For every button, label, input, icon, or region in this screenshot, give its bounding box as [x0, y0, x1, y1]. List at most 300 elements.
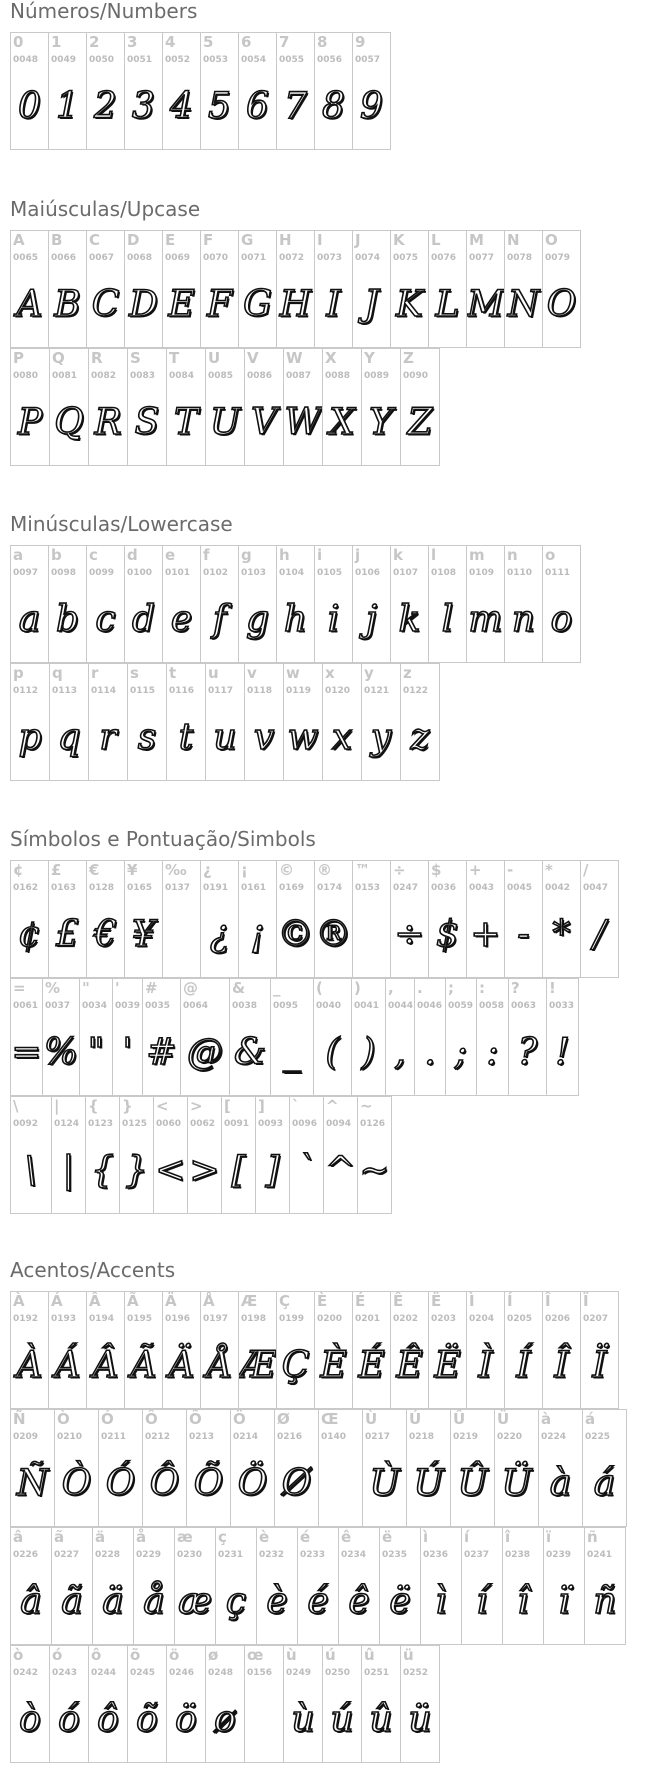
glyph-character-label: ( [316, 979, 323, 997]
glyph-character-label: ™ [355, 861, 370, 879]
glyph-character-label: â [13, 1528, 24, 1546]
section-title: Acentos/Accents [10, 1258, 176, 1282]
glyph-preview: k [398, 599, 421, 640]
glyph-cell [466, 860, 505, 978]
glyph-preview: ò [19, 1699, 41, 1740]
glyph-character-label: W [286, 349, 303, 367]
glyph-character-label: Å [203, 1292, 215, 1310]
glyph-cell [166, 348, 206, 466]
glyph-preview: Z [407, 402, 433, 443]
glyph-character-label: I [317, 231, 323, 249]
glyph-code-label: 0073 [317, 253, 343, 263]
glyph-preview: V [251, 402, 277, 443]
glyph-cell [543, 1527, 585, 1645]
glyph-code-label: 0095 [273, 1001, 299, 1011]
glyph-cell [162, 1291, 201, 1409]
glyph-code-label: 0072 [279, 253, 305, 263]
glyph-code-label: 0245 [130, 1668, 156, 1678]
glyph-preview: È [320, 1345, 347, 1386]
glyph-preview: n [511, 599, 536, 640]
glyph-cell [98, 1409, 143, 1527]
glyph-code-label: 0096 [292, 1119, 318, 1129]
glyph-character-label: Ú [409, 1410, 422, 1428]
glyph-cell [276, 230, 315, 348]
glyph-cell [244, 348, 284, 466]
glyph-code-label: 0081 [52, 371, 78, 381]
glyph-code-label: 0162 [13, 883, 39, 893]
section-title: Números/Numbers [10, 0, 198, 23]
glyph-cell [445, 978, 477, 1096]
glyph-cell [124, 545, 163, 663]
glyph-cell [51, 1527, 93, 1645]
glyph-character-label: 7 [279, 33, 290, 51]
glyph-code-label: 0078 [507, 253, 533, 263]
glyph-preview: è [266, 1581, 288, 1622]
glyph-cell [49, 663, 89, 781]
glyph-code-label: 0105 [317, 568, 343, 578]
glyph-preview: ú [330, 1699, 354, 1740]
glyph-character-label: ¡ [241, 861, 248, 879]
glyph-character-label: N [507, 231, 520, 249]
glyph-code-label: 0238 [505, 1550, 531, 1560]
glyph-code-label: 0125 [122, 1119, 148, 1129]
glyph-cell [542, 545, 581, 663]
glyph-character-label: _ [273, 979, 281, 997]
glyph-code-label: 0071 [241, 253, 267, 263]
glyph-code-label: 0097 [13, 568, 39, 578]
glyph-character-label: i [317, 546, 323, 564]
glyph-preview: m [468, 599, 503, 640]
glyph-preview: å [143, 1581, 165, 1622]
glyph-cell [88, 663, 128, 781]
glyph-character-label: V [247, 349, 259, 367]
glyph-preview: £ [56, 914, 79, 955]
glyph-preview: Ç [281, 1345, 310, 1386]
glyph-character-label: Ñ [13, 1410, 26, 1428]
glyph-preview: ] [265, 1150, 280, 1191]
glyph-character-label: a [13, 546, 24, 564]
glyph-character-label: Ï [583, 1292, 589, 1310]
glyph-character-label: C [89, 231, 101, 249]
glyph-character-label: ` [292, 1097, 300, 1115]
glyph-preview: X [329, 402, 355, 443]
glyph-preview: 9 [360, 86, 383, 127]
glyph-code-label: 0062 [190, 1119, 216, 1129]
glyph-cell [270, 978, 314, 1096]
glyph-cell [314, 860, 353, 978]
glyph-preview: Û [457, 1463, 488, 1504]
glyph-code-label: 0201 [355, 1314, 381, 1324]
glyph-code-label: 0242 [13, 1668, 39, 1678]
glyph-character-label: } [122, 1097, 133, 1115]
glyph-preview [163, 905, 200, 965]
glyph-code-label: 0225 [585, 1432, 611, 1442]
glyph-character-label: x [325, 664, 335, 682]
glyph-cell [205, 663, 245, 781]
glyph-code-label: 0213 [189, 1432, 215, 1442]
glyph-character-label: f [203, 546, 210, 564]
glyph-code-label: 0235 [382, 1550, 408, 1560]
glyph-character-label: œ [247, 1646, 264, 1664]
glyph-preview: , [394, 1032, 406, 1073]
glyph-cell [124, 32, 163, 150]
glyph-preview: H [279, 284, 312, 325]
glyph-code-label: 0074 [355, 253, 381, 263]
glyph-character-label: = [13, 979, 26, 997]
glyph-character-label: q [52, 664, 63, 682]
glyph-code-label: 0088 [325, 371, 351, 381]
glyph-code-label: 0086 [247, 371, 273, 381]
glyph-cell [255, 1096, 290, 1214]
glyph-cell [85, 1096, 120, 1214]
glyph-character-label: ì [423, 1528, 429, 1546]
glyph-preview: P [17, 402, 43, 443]
glyph-character-label: D [127, 231, 140, 249]
glyph-preview: ü [408, 1699, 432, 1740]
glyph-code-label: 0237 [464, 1550, 490, 1560]
glyph-cell [352, 32, 391, 150]
glyph-cell [200, 230, 239, 348]
glyph-cell [10, 230, 49, 348]
glyph-cell [42, 978, 80, 1096]
glyph-character-label: © [279, 861, 294, 879]
glyph-code-label: 0137 [165, 883, 191, 893]
glyph-preview: í [476, 1581, 488, 1622]
glyph-cell [48, 545, 87, 663]
glyph-character-label: ù [286, 1646, 297, 1664]
glyph-cell [414, 978, 446, 1096]
glyph-cell [580, 1291, 619, 1409]
glyph-code-label: 0098 [51, 568, 77, 578]
glyph-cell [166, 1645, 206, 1763]
glyph-cell [229, 978, 271, 1096]
glyph-cell [538, 1409, 583, 1527]
glyph-cell [542, 1291, 581, 1409]
glyph-code-label: 0043 [469, 883, 495, 893]
glyph-cell [174, 1527, 216, 1645]
glyph-code-label: 0059 [448, 1001, 474, 1011]
glyph-character-label: Ò [57, 1410, 70, 1428]
glyph-cell [352, 230, 391, 348]
glyph-cell [466, 230, 505, 348]
glyph-cell [428, 860, 467, 978]
glyph-code-label: 0197 [203, 1314, 229, 1324]
glyph-preview: ¢ [18, 914, 41, 955]
glyph-character-label: ô [91, 1646, 102, 1664]
glyph-preview: * [552, 914, 571, 955]
glyph-preview: ø [214, 1699, 236, 1740]
glyph-code-label: 0046 [417, 1001, 443, 1011]
glyph-preview: ä [102, 1581, 124, 1622]
glyph-preview: h [283, 599, 308, 640]
glyph-cell [186, 1409, 231, 1527]
glyph-character-label: ò [13, 1646, 24, 1664]
glyph-code-label: 0082 [91, 371, 117, 381]
glyph-cell [504, 1291, 543, 1409]
glyph-preview: U [209, 402, 241, 443]
glyph-character-label: . [417, 979, 423, 997]
glyph-character-label: 9 [355, 33, 366, 51]
glyph-code-label: 0124 [54, 1119, 80, 1129]
glyph-row [10, 860, 618, 978]
glyph-cell [88, 1645, 128, 1763]
glyph-preview: @ [187, 1032, 223, 1073]
glyph-character-label: k [393, 546, 403, 564]
glyph-preview: ÷ [394, 914, 425, 955]
glyph-code-label: 0243 [52, 1668, 78, 1678]
glyph-character-label: Ö [233, 1410, 246, 1428]
glyph-code-label: 0153 [355, 883, 381, 893]
glyph-cell [318, 1409, 363, 1527]
glyph-row [10, 663, 439, 781]
glyph-preview: [ [231, 1150, 246, 1191]
glyph-row [10, 1291, 618, 1409]
glyph-preview: Ä [168, 1345, 195, 1386]
glyph-cell [390, 1291, 429, 1409]
glyph-cell [48, 230, 87, 348]
glyph-cell [162, 860, 201, 978]
glyph-cell [400, 1645, 440, 1763]
glyph-code-label: 0227 [54, 1550, 80, 1560]
glyph-code-label: 0229 [136, 1550, 162, 1560]
glyph-cell [390, 545, 429, 663]
glyph-preview: 3 [132, 86, 155, 127]
section-title: Maiúsculas/Upcase [10, 197, 201, 221]
glyph-code-label: 0050 [89, 55, 115, 65]
glyph-preview: < [155, 1150, 186, 1191]
glyph-character-label: Ù [365, 1410, 378, 1428]
glyph-preview: q [57, 717, 81, 758]
glyph-character-label: B [51, 231, 63, 249]
glyph-preview: f [212, 599, 227, 640]
glyph-preview: Ö [237, 1463, 268, 1504]
glyph-character-label: € [89, 861, 100, 879]
glyph-code-label: 0038 [232, 1001, 258, 1011]
glyph-cell [406, 1409, 451, 1527]
glyph-code-label: 0192 [13, 1314, 39, 1324]
glyph-row [10, 230, 580, 348]
glyph-preview: à [549, 1463, 572, 1504]
glyph-code-label: 0083 [130, 371, 156, 381]
glyph-code-label: 0234 [341, 1550, 367, 1560]
glyph-preview: z [410, 717, 430, 758]
glyph-code-label: 0070 [203, 253, 229, 263]
glyph-cell [283, 348, 323, 466]
glyph-preview: Ù [369, 1463, 400, 1504]
glyph-preview: } [125, 1150, 148, 1191]
glyph-code-label: 0119 [286, 686, 312, 696]
glyph-code-label: 0205 [507, 1314, 533, 1324]
glyph-character-label: 1 [51, 33, 62, 51]
glyph-character-label: y [364, 664, 374, 682]
glyph-code-label: 0219 [453, 1432, 479, 1442]
glyph-preview: Á [54, 1345, 81, 1386]
glyph-preview: T [173, 402, 198, 443]
glyph-cell [297, 1527, 339, 1645]
glyph-preview: 8 [322, 86, 345, 127]
glyph-cell [314, 32, 353, 150]
glyph-preview: K [396, 284, 423, 325]
glyph-character-label: í [464, 1528, 470, 1546]
glyph-code-label: 0058 [479, 1001, 505, 1011]
glyph-code-label: 0069 [165, 253, 191, 263]
glyph-cell [166, 663, 206, 781]
glyph-character-label: ã [54, 1528, 65, 1546]
glyph-preview: { [91, 1150, 114, 1191]
glyph-preview: Ø [281, 1463, 312, 1504]
glyph-code-label: 0111 [545, 568, 571, 578]
glyph-preview: Ó [105, 1463, 136, 1504]
glyph-code-label: 0250 [325, 1668, 351, 1678]
glyph-code-label: 0066 [51, 253, 77, 263]
glyph-cell [466, 545, 505, 663]
glyph-code-label: 0089 [364, 371, 390, 381]
glyph-preview: F [207, 284, 232, 325]
glyph-preview: Q [54, 402, 84, 443]
glyph-code-label: 0067 [89, 253, 115, 263]
glyph-cell [124, 230, 163, 348]
section-accents [10, 1259, 661, 1763]
glyph-character-label: ä [95, 1528, 106, 1546]
glyph-character-label: à [541, 1410, 552, 1428]
glyph-code-label: 0041 [354, 1001, 380, 1011]
glyph-code-label: 0056 [317, 55, 343, 65]
glyph-preview: ï [558, 1581, 570, 1622]
glyph-character-label: o [545, 546, 556, 564]
glyph-code-label: 0060 [156, 1119, 182, 1129]
section-lowercase [10, 513, 661, 781]
glyph-preview: ç [225, 1581, 247, 1622]
glyph-character-label: > [190, 1097, 203, 1115]
glyph-code-label: 0191 [203, 883, 229, 893]
glyph-code-label: 0042 [545, 883, 571, 893]
glyph-preview: w [287, 717, 319, 758]
glyph-cell [400, 663, 440, 781]
glyph-character-label: % [45, 979, 61, 997]
glyph-code-label: 0233 [300, 1550, 326, 1560]
glyph-cell [428, 230, 467, 348]
glyph-preview: Ë [434, 1345, 461, 1386]
glyph-character-label: 8 [317, 33, 328, 51]
glyph-cell [200, 32, 239, 150]
glyph-preview: v [253, 717, 275, 758]
glyph-preview: ó [58, 1699, 80, 1740]
glyph-code-label: 0195 [127, 1314, 153, 1324]
glyph-preview: ã [61, 1581, 83, 1622]
glyph-character-label: 4 [165, 33, 176, 51]
glyph-preview: I [326, 284, 341, 325]
glyph-character-label: U [208, 349, 221, 367]
glyph-cell [88, 348, 128, 466]
glyph-character-label: d [127, 546, 138, 564]
glyph-preview: ® [315, 914, 352, 955]
glyph-code-label: 0045 [507, 883, 533, 893]
glyph-code-label: 0035 [145, 1001, 171, 1011]
glyph-preview: S [134, 402, 160, 443]
glyph-preview: / [593, 914, 606, 955]
glyph-preview: Ô [149, 1463, 180, 1504]
glyph-code-label: 0212 [145, 1432, 171, 1442]
glyph-cell [546, 978, 579, 1096]
glyph-code-label: 0118 [247, 686, 273, 696]
glyph-cell [215, 1527, 257, 1645]
glyph-cell [238, 1291, 277, 1409]
glyph-preview: ) [361, 1032, 376, 1073]
glyph-preview: A [16, 284, 43, 325]
glyph-code-label: 0085 [208, 371, 234, 381]
glyph-character-label: b [51, 546, 62, 564]
glyph-preview: õ [136, 1699, 158, 1740]
glyph-cell [504, 230, 543, 348]
glyph-character-label: R [91, 349, 103, 367]
glyph-character-label: é [300, 1528, 311, 1546]
section-upcase [10, 198, 661, 466]
glyph-preview: ? [517, 1032, 538, 1073]
glyph-character-label: @ [183, 979, 198, 997]
glyph-code-label: 0094 [326, 1119, 352, 1129]
glyph-code-label: 0226 [13, 1550, 39, 1560]
glyph-cell [230, 1409, 275, 1527]
glyph-cell [256, 1527, 298, 1645]
glyph-character-label: h [279, 546, 290, 564]
section-symbols [10, 828, 661, 1214]
glyph-character-label: Ã [127, 1292, 139, 1310]
glyph-character-label: å [136, 1528, 147, 1546]
glyph-preview: j [365, 599, 378, 640]
glyph-cell [48, 1291, 87, 1409]
glyph-code-label: 0116 [169, 686, 195, 696]
glyph-cell [238, 32, 277, 150]
glyph-preview: Å [206, 1345, 233, 1386]
glyph-cell [580, 860, 619, 978]
glyph-code-label: 0092 [13, 1119, 39, 1129]
glyph-preview: Õ [193, 1463, 224, 1504]
glyph-preview: 1 [56, 86, 79, 127]
glyph-preview: a [18, 599, 41, 640]
glyph-character-label: ¢ [13, 861, 24, 879]
glyph-cell [10, 1291, 49, 1409]
glyph-code-label: 0247 [393, 883, 419, 893]
glyph-code-label: 0117 [208, 686, 234, 696]
glyph-character-label: ¿ [203, 861, 212, 879]
glyph-preview: Ò [61, 1463, 92, 1504]
glyph-code-label: 0196 [165, 1314, 191, 1324]
glyph-cell [314, 545, 353, 663]
glyph-preview: O [546, 284, 577, 325]
glyph-preview: ë [389, 1581, 411, 1622]
glyph-preview: û [369, 1699, 393, 1740]
glyph-character-label: £ [51, 861, 62, 879]
glyph-cell [542, 230, 581, 348]
glyph-preview: i [327, 599, 340, 640]
glyph-cell [10, 1096, 52, 1214]
glyph-character-label: õ [130, 1646, 141, 1664]
glyph-character-label: * [545, 861, 553, 879]
glyph-code-label: 0077 [469, 253, 495, 263]
glyph-code-label: 0202 [393, 1314, 419, 1324]
glyph-code-label: 0110 [507, 568, 533, 578]
glyph-cell [379, 1527, 421, 1645]
glyph-code-label: 0080 [13, 371, 39, 381]
glyph-character-label: ] [258, 1097, 265, 1115]
glyph-character-label: Õ [189, 1410, 202, 1428]
glyph-character-label: Ê [393, 1292, 404, 1310]
glyph-cell [313, 978, 352, 1096]
glyph-character-label: Œ [321, 1410, 339, 1428]
glyph-cell [502, 1527, 544, 1645]
glyph-cell [124, 1291, 163, 1409]
glyph-code-label: 0203 [431, 1314, 457, 1324]
